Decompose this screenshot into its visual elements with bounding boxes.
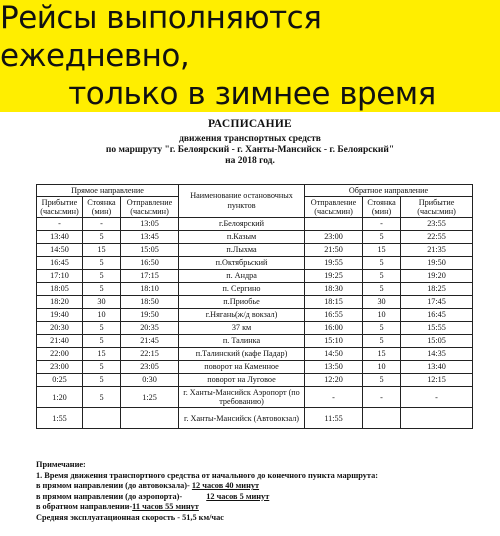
rev-arrival-cell: 12:15 bbox=[401, 374, 473, 387]
fwd-departure-cell: 0:30 bbox=[121, 374, 179, 387]
stop-name-cell: п.Талинский (кафе Падар) bbox=[179, 348, 305, 361]
rev-stay-cell bbox=[363, 408, 401, 429]
fwd-stay-cell: 5 bbox=[83, 322, 121, 335]
notes-line-c-value: 11 часов 55 минут bbox=[132, 502, 199, 512]
notes-line-reverse bbox=[36, 502, 476, 513]
rev-stay-cell: 15 bbox=[363, 348, 401, 361]
table-row bbox=[37, 309, 473, 322]
notes-line-a-prefix: в прямом направлении (до автовокзала)- bbox=[36, 481, 190, 491]
rev-stay-cell: 5 bbox=[363, 283, 401, 296]
stop-name-cell: п.Приобье bbox=[179, 296, 305, 309]
stop-name-cell: поворот на Каменное bbox=[179, 361, 305, 374]
fwd-departure-cell: 17:15 bbox=[121, 270, 179, 283]
fwd-departure-cell: 23:05 bbox=[121, 361, 179, 374]
rev-arrival-cell: - bbox=[401, 387, 473, 408]
fwd-arrival-cell: 13:40 bbox=[37, 231, 83, 244]
table-row bbox=[37, 374, 473, 387]
rev-arrival-cell: 15:05 bbox=[401, 335, 473, 348]
fwd-arrival-cell: 18:20 bbox=[37, 296, 83, 309]
rev-arrival-cell: 21:35 bbox=[401, 244, 473, 257]
table-row bbox=[37, 322, 473, 335]
table-row bbox=[37, 387, 473, 408]
document-subtitle: движения транспортных средств bbox=[179, 134, 321, 144]
schedule-rows bbox=[37, 218, 473, 429]
fwd-stay-cell: 5 bbox=[83, 283, 121, 296]
notes-line-a-value: 12 часов 40 минут bbox=[191, 481, 260, 491]
notes-line-b-prefix: в прямом направлении (до аэропорта)- bbox=[36, 491, 183, 501]
banner-line-2: только в зимнее время bbox=[68, 76, 436, 112]
fwd-arrival-cell: - bbox=[37, 218, 83, 231]
fwd-departure-cell: 20:35 bbox=[121, 322, 179, 335]
table-row bbox=[37, 335, 473, 348]
fwd-departure-cell: 19:50 bbox=[121, 309, 179, 322]
fwd-arrival-cell: 17:10 bbox=[37, 270, 83, 283]
stop-name-cell: п. Талинка bbox=[179, 335, 305, 348]
notes-line-forward-airport bbox=[36, 492, 476, 503]
fwd-stay-cell: 5 bbox=[83, 257, 121, 270]
rev-departure-cell: 13:50 bbox=[305, 361, 363, 374]
forward-direction-header: Прямое направление bbox=[37, 185, 179, 197]
table-row bbox=[37, 244, 473, 257]
fwd-stay-cell: - bbox=[83, 218, 121, 231]
rev-departure-cell: 14:50 bbox=[305, 348, 363, 361]
notes-average-speed: Средняя эксплуатационная скорость - 51,5 км/час bbox=[36, 512, 224, 522]
fwd-arrival-cell: 1:55 bbox=[37, 408, 83, 429]
schedule-table bbox=[36, 184, 473, 429]
fwd-departure-header: Отправление (часы:мин) bbox=[121, 197, 179, 218]
rev-departure-cell: 16:00 bbox=[305, 322, 363, 335]
rev-arrival-cell: 18:25 bbox=[401, 283, 473, 296]
rev-stay-cell: 5 bbox=[363, 270, 401, 283]
stop-name-cell: п. Сергино bbox=[179, 283, 305, 296]
rev-arrival-cell: 13:40 bbox=[401, 361, 473, 374]
notes-line-forward-bus-station bbox=[36, 481, 476, 492]
fwd-arrival-cell: 14:50 bbox=[37, 244, 83, 257]
fwd-stay-cell: 15 bbox=[83, 348, 121, 361]
fwd-departure-cell: 18:10 bbox=[121, 283, 179, 296]
rev-departure-header: Отправление (часы:мин) bbox=[305, 197, 363, 218]
rev-arrival-cell: 16:45 bbox=[401, 309, 473, 322]
stop-name-cell: г.Белоярский bbox=[179, 218, 305, 231]
fwd-departure-cell: 18:50 bbox=[121, 296, 179, 309]
rev-stay-cell: 10 bbox=[363, 309, 401, 322]
rev-stay-cell: 15 bbox=[363, 244, 401, 257]
fwd-arrival-cell: 1:20 bbox=[37, 387, 83, 408]
stop-name-cell: г.Нягань(ж/д вокзал) bbox=[179, 309, 305, 322]
table-row bbox=[37, 283, 473, 296]
rev-arrival-cell: 14:35 bbox=[401, 348, 473, 361]
document-title: РАСПИСАНИЕ bbox=[207, 118, 293, 130]
rev-stay-cell: 30 bbox=[363, 296, 401, 309]
stop-name-cell: г. Ханты-Мансийск Аэропорт (по требованию) bbox=[179, 387, 305, 408]
table-row bbox=[37, 408, 473, 429]
fwd-stay-cell: 30 bbox=[83, 296, 121, 309]
fwd-stay-cell: 15 bbox=[83, 244, 121, 257]
fwd-arrival-cell: 16:45 bbox=[37, 257, 83, 270]
rev-departure-cell: 23:00 bbox=[305, 231, 363, 244]
rev-arrival-header: Прибытие (часы:мин) bbox=[401, 197, 473, 218]
notes-heading: Примечание: bbox=[36, 460, 86, 469]
notes-item-1: 1. Время движения транспортного средства от начального до конечного пункта маршрута: bbox=[36, 470, 378, 480]
rev-departure-cell bbox=[305, 218, 363, 231]
table-row bbox=[37, 348, 473, 361]
rev-arrival-cell: 19:20 bbox=[401, 270, 473, 283]
rev-stay-cell: 10 bbox=[363, 361, 401, 374]
rev-stay-cell: - bbox=[363, 218, 401, 231]
table-row bbox=[37, 218, 473, 231]
reverse-direction-header: Обратное направление bbox=[305, 185, 473, 197]
fwd-departure-cell: 16:50 bbox=[121, 257, 179, 270]
fwd-arrival-cell: 21:40 bbox=[37, 335, 83, 348]
rev-stay-cell: - bbox=[363, 387, 401, 408]
table-row bbox=[37, 270, 473, 283]
fwd-stay-cell bbox=[83, 408, 121, 429]
rev-arrival-cell bbox=[401, 408, 473, 429]
fwd-stay-cell: 5 bbox=[83, 231, 121, 244]
stops-header: Наименование остановочных пунктов bbox=[179, 185, 305, 218]
fwd-departure-cell: 13:45 bbox=[121, 231, 179, 244]
schedule-year: на 2018 год. bbox=[225, 156, 275, 166]
rev-arrival-cell: 17:45 bbox=[401, 296, 473, 309]
banner bbox=[0, 0, 500, 112]
table-row bbox=[37, 231, 473, 244]
stop-name-cell: поворот на Луговое bbox=[179, 374, 305, 387]
fwd-stay-header: Стоянка (мин) bbox=[83, 197, 121, 218]
table-row bbox=[37, 361, 473, 374]
rev-stay-cell: 5 bbox=[363, 335, 401, 348]
fwd-arrival-header: Прибытие (часы:мин) bbox=[37, 197, 83, 218]
rev-departure-cell: - bbox=[305, 387, 363, 408]
rev-arrival-cell: 23:55 bbox=[401, 218, 473, 231]
document-header bbox=[0, 118, 500, 166]
rev-departure-cell: 19:25 bbox=[305, 270, 363, 283]
fwd-departure-cell: 22:15 bbox=[121, 348, 179, 361]
fwd-arrival-cell: 18:05 bbox=[37, 283, 83, 296]
rev-arrival-cell: 22:55 bbox=[401, 231, 473, 244]
fwd-departure-cell: 15:05 bbox=[121, 244, 179, 257]
stop-name-cell: п. Андра bbox=[179, 270, 305, 283]
rev-stay-header: Стоянка (мин) bbox=[363, 197, 401, 218]
stop-name-cell: г. Ханты-Мансийск (Автовокзал) bbox=[179, 408, 305, 429]
rev-departure-cell: 18:30 bbox=[305, 283, 363, 296]
fwd-arrival-cell: 22:00 bbox=[37, 348, 83, 361]
rev-departure-cell: 19:55 bbox=[305, 257, 363, 270]
fwd-departure-cell bbox=[121, 408, 179, 429]
stop-name-cell: п.Октябрьский bbox=[179, 257, 305, 270]
fwd-arrival-cell: 19:40 bbox=[37, 309, 83, 322]
notes-line-b-value: 12 часов 5 минут bbox=[206, 491, 270, 501]
fwd-stay-cell: 10 bbox=[83, 309, 121, 322]
fwd-stay-cell: 5 bbox=[83, 335, 121, 348]
fwd-stay-cell: 5 bbox=[83, 387, 121, 408]
rev-stay-cell: 5 bbox=[363, 374, 401, 387]
fwd-departure-cell: 13:05 bbox=[121, 218, 179, 231]
schedule-document bbox=[0, 112, 500, 522]
fwd-departure-cell: 21:45 bbox=[121, 335, 179, 348]
stop-name-cell: п.Лыхма bbox=[179, 244, 305, 257]
fwd-arrival-cell: 0:25 bbox=[37, 374, 83, 387]
rev-departure-cell: 18:15 bbox=[305, 296, 363, 309]
fwd-stay-cell: 5 bbox=[83, 361, 121, 374]
fwd-stay-cell: 5 bbox=[83, 270, 121, 283]
rev-departure-cell: 21:50 bbox=[305, 244, 363, 257]
rev-stay-cell: 5 bbox=[363, 257, 401, 270]
table-row bbox=[37, 296, 473, 309]
rev-departure-cell: 16:55 bbox=[305, 309, 363, 322]
notes bbox=[36, 460, 476, 524]
rev-departure-cell: 12:20 bbox=[305, 374, 363, 387]
banner-line-1: Рейсы выполняются ежедневно, bbox=[0, 0, 322, 74]
rev-stay-cell: 5 bbox=[363, 231, 401, 244]
fwd-stay-cell: 5 bbox=[83, 374, 121, 387]
stop-name-cell: п.Казым bbox=[179, 231, 305, 244]
fwd-arrival-cell: 20:30 bbox=[37, 322, 83, 335]
fwd-arrival-cell: 23:00 bbox=[37, 361, 83, 374]
rev-arrival-cell: 19:50 bbox=[401, 257, 473, 270]
stop-name-cell: 37 км bbox=[179, 322, 305, 335]
rev-arrival-cell: 15:55 bbox=[401, 322, 473, 335]
fwd-departure-cell: 1:25 bbox=[121, 387, 179, 408]
notes-line-c-prefix: в обратном направлении- bbox=[36, 502, 133, 512]
rev-departure-cell: 15:10 bbox=[305, 335, 363, 348]
table-row bbox=[37, 257, 473, 270]
rev-stay-cell: 5 bbox=[363, 322, 401, 335]
route-name: по маршруту "г. Белоярский - г. Ханты-Мансийск - г. Белоярский" bbox=[105, 145, 395, 155]
rev-departure-cell: 11:55 bbox=[305, 408, 363, 429]
